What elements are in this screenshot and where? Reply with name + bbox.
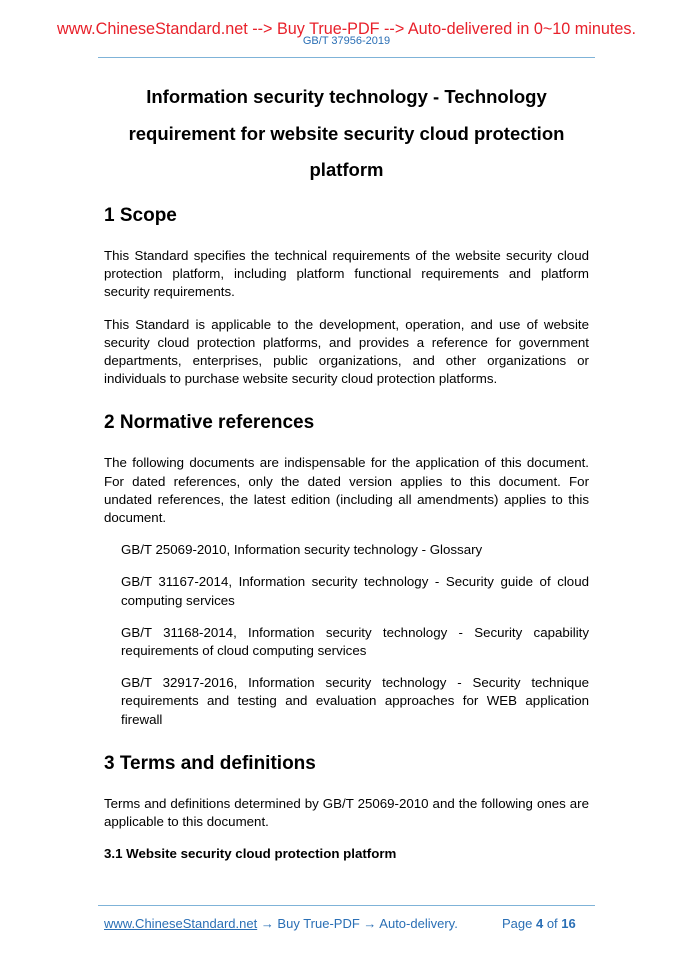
- section-heading-terms: 3 Terms and definitions: [104, 752, 316, 774]
- page-of: of: [543, 916, 562, 931]
- page-total: 16: [561, 916, 576, 931]
- title-line-2: requirement for website security cloud protection: [128, 122, 565, 144]
- page-current: 4: [535, 916, 544, 931]
- page-indicator: [502, 916, 576, 932]
- reference-item: GB/T 32917-2016, Information security technology - Security technique requirements and testing and evaluation approaches for WEB application firewall: [121, 675, 589, 727]
- scope-paragraph-1: This Standard specifies the technical requirements of the website security cloud protection platform, including platform functional requirements and platform security requirements.: [104, 248, 589, 300]
- footer-site-link[interactable]: www.ChineseStandard.net: [104, 916, 258, 931]
- page-label: Page: [502, 916, 536, 931]
- reference-item: GB/T 31167-2014, Information security technology - Security guide of cloud computing services: [121, 574, 589, 608]
- footer-divider: [98, 905, 595, 906]
- scope-paragraph-2: This Standard is applicable to the development, operation, and use of website security cloud protection platforms, and provides a reference for government departments, enterprises, public organizations, and other organizations or individuals to purchase website security cloud protection platforms.: [104, 316, 589, 387]
- section-heading-scope: 1 Scope: [104, 205, 177, 226]
- subsection-heading-3-1: 3.1 Website security cloud protection platform: [104, 846, 397, 862]
- footer-promo: [104, 916, 458, 932]
- footer-promo-text: → Buy True-PDF → Auto-delivery.: [257, 916, 458, 931]
- standard-code-header: GB/T 37956-2019: [302, 35, 391, 47]
- title-line-1: Information security technology - Technology: [146, 86, 547, 107]
- title-line-3: platform: [309, 159, 384, 180]
- terms-intro: Terms and definitions determined by GB/T 25069-2010 and the following ones are applicable to this document.: [104, 795, 589, 830]
- header-divider: [98, 57, 595, 58]
- reference-item: GB/T 31168-2014, Information security technology - Security capability requirements of cloud computing services: [121, 624, 589, 659]
- document-body: [104, 203, 589, 863]
- document-title: [104, 79, 589, 189]
- section-heading-normative: 2 Normative references: [104, 412, 315, 434]
- promo-banner[interactable]: www.ChineseStandard.net --> Buy True-PDF --> Auto-delivered in 0~10 minutes.: [57, 20, 636, 38]
- normative-intro: The following documents are indispensable for the application of this document. For dated references, only the dated version applies to this document. For undated references, the latest edition (including all amendments) applies to this document.: [104, 455, 589, 526]
- reference-item: GB/T 25069-2010, Information security technology - Glossary: [121, 542, 483, 558]
